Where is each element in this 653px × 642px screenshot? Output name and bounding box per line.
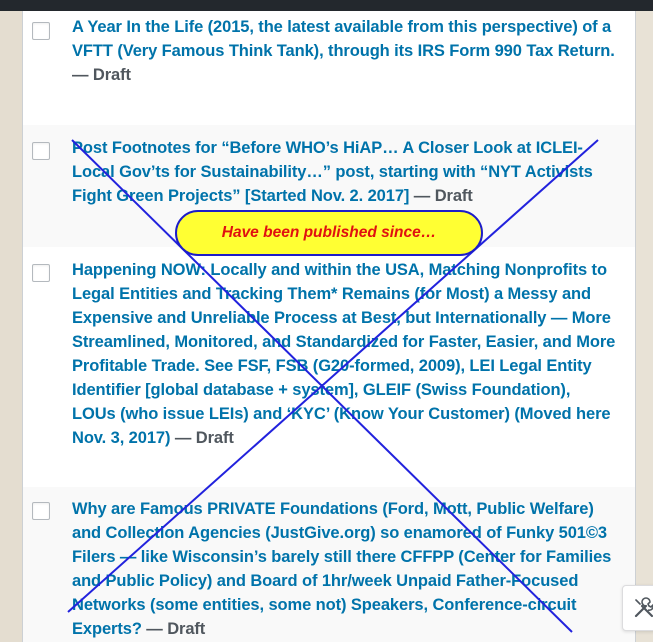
post-title-link-4[interactable]: Why are Famous PRIVATE Foundations (Ford, Mott, Public Welfare) and Collection Agencies (JustGive.org) so enamored of Funky 501©3 Filers — like Wisconsin’s barely still there CFFPP (Center for Families and Public Policy) and Board of 1hr/week Unpaid Father-Focused Networks (some entities, some not) Speakers, Conference-circuit Experts? — [72, 500, 612, 638]
post-title-link-1[interactable]: A Year In the Life (2015, the latest available from this perspective) of a VFTT (Very Famous Think Tank), through its IRS Form 990 Tax Return. — [72, 18, 615, 60]
post-separator-3: — — [170, 429, 196, 447]
post-title-link-2[interactable]: Post Footnotes for “Before WHO’s HiAP… A Closer Look at ICLEI-Local Gov’ts for Sustainability…” post, starting with “NYT Activists Fight Green Projects” [Started Nov. 2. 2017] — [72, 139, 593, 205]
post-separator-1: — — [72, 66, 93, 84]
published-since-banner: Have been published since… — [175, 210, 483, 256]
tools-button[interactable] — [622, 585, 653, 631]
post-separator-4: — — [141, 620, 168, 638]
post-separator-2: — — [409, 187, 435, 205]
post-state-3: Draft — [195, 429, 234, 447]
post-state-1: Draft — [92, 66, 131, 84]
post-title-link-3[interactable]: Happening NOW: Locally and within the USA, Matching Nonprofits to Legal Entities and Tracking Them* Remains (for Most) a Messy and Expensive and Unreliable Process at Best, but Internationally — More Streamlined, Monitored, and Standardized for Faster, Easier, and More Profitable Trade. See FSF, FSB (G20-formed, 2009), LEI Legal Entity Identifier [global database + system], GLEIF (Swiss Foundation), LOUs (who issue LEIs) and ‘KYC’ (Know Your Customer) (Moved here Nov. 3, 2017) — [72, 261, 616, 447]
post-state-2: Draft — [434, 187, 473, 205]
wrench-screwdriver-icon — [632, 596, 653, 620]
post-state-4: Draft — [167, 620, 206, 638]
